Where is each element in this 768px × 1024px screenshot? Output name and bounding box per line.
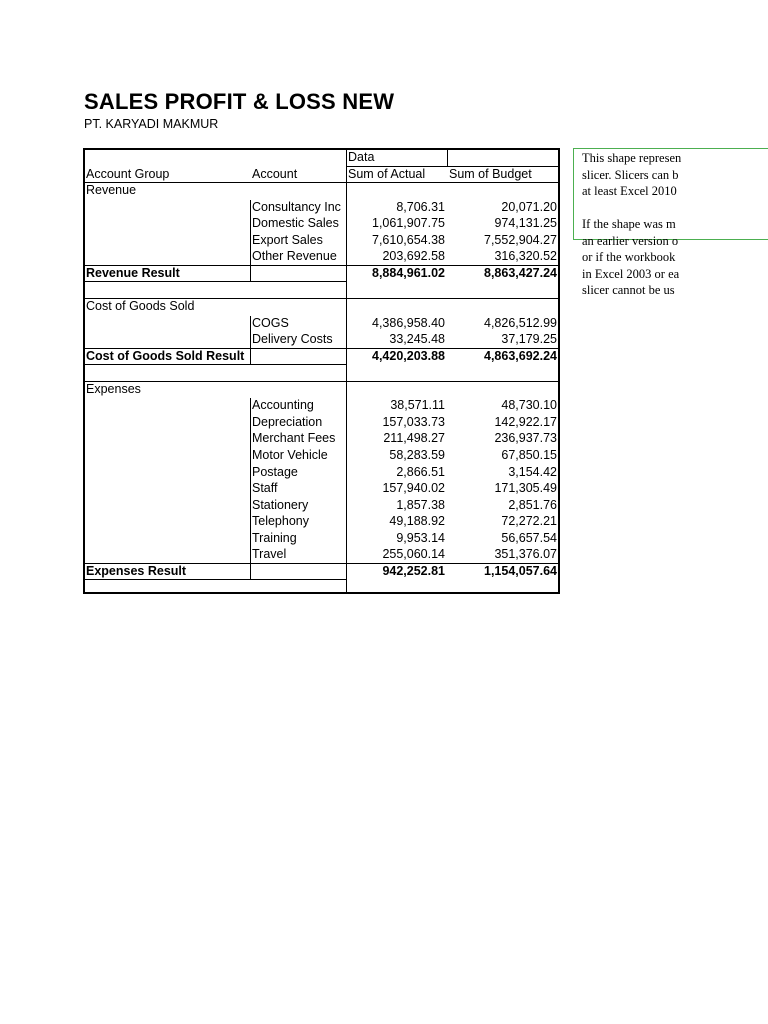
group-result-budget: 1,154,057.64 xyxy=(484,563,557,578)
budget-value: 56,657.54 xyxy=(501,530,557,545)
slicer-note-line: slicer cannot be us xyxy=(582,283,675,297)
actual-value: 49,188.92 xyxy=(389,514,445,529)
actual-value: 157,940.02 xyxy=(382,481,445,495)
group-name: Cost of Goods Sold xyxy=(86,299,195,313)
result-bottom-divider xyxy=(85,281,346,282)
budget-value: 72,272.21 xyxy=(501,514,557,529)
slicer-note-line: slicer. Slicers can b xyxy=(582,167,679,182)
budget-value: 171,305.49 xyxy=(494,481,557,495)
actual-value: 203,692.58 xyxy=(382,249,445,264)
slicer-note-line: This shape represen xyxy=(582,151,682,165)
result-bottom-divider xyxy=(85,364,346,365)
values-col-divider xyxy=(346,150,347,592)
slicer-note-line: in Excel 2003 or ea xyxy=(582,266,680,281)
group-result-actual: 4,420,203.88 xyxy=(372,348,445,363)
account-name: Motor Vehicle xyxy=(252,447,328,462)
actual-value: 38,571.11 xyxy=(390,398,445,413)
actual-value: 2,866.51 xyxy=(396,464,445,479)
account-name: Telephony xyxy=(252,514,309,529)
budget-value: 4,826,512.99 xyxy=(484,315,557,330)
group-result-budget: 4,863,692.24 xyxy=(484,348,557,363)
actual-value: 157,033.73 xyxy=(382,414,445,429)
actual-value: 58,283.59 xyxy=(389,447,445,462)
actual-value: 211,498.27 xyxy=(383,431,445,446)
actual-value: 8,706.31 xyxy=(396,199,445,214)
group-result-actual: 8,884,961.02 xyxy=(372,265,445,280)
group-result-label: Revenue Result xyxy=(86,265,180,280)
company-name: PT. KARYADI MAKMUR xyxy=(84,117,219,131)
actual-value: 255,060.14 xyxy=(382,547,445,562)
slicer-note-gap xyxy=(582,200,768,217)
slicer-note-line: at least Excel 2010 xyxy=(582,184,677,198)
group-col-divider xyxy=(250,200,251,266)
col-header-account: Account xyxy=(252,166,298,181)
account-name: Consultancy Inc xyxy=(252,199,341,214)
col-header-actual: Sum of Actual xyxy=(348,166,426,181)
account-name: Accounting xyxy=(252,398,314,413)
budget-value: 48,730.10 xyxy=(501,398,557,413)
account-name: Delivery Costs xyxy=(252,332,333,347)
slicer-placeholder-text xyxy=(582,150,768,299)
actual-value: 33,245.48 xyxy=(389,332,445,347)
account-name: Merchant Fees xyxy=(252,431,336,446)
budget-value: 142,922.17 xyxy=(494,414,557,429)
group-result-budget: 8,863,427.24 xyxy=(484,265,557,280)
actual-value: 1,061,907.75 xyxy=(372,216,445,231)
result-col-divider xyxy=(250,564,251,581)
group-name: Expenses xyxy=(86,381,141,396)
account-name: Other Revenue xyxy=(252,249,337,264)
account-name: Training xyxy=(252,530,297,545)
actual-value: 1,857.38 xyxy=(396,497,445,512)
budget-value: 2,851.76 xyxy=(508,497,557,512)
col-header-budget: Sum of Budget xyxy=(449,166,532,181)
budget-value: 351,376.07 xyxy=(494,547,557,562)
account-name: Stationery xyxy=(252,497,309,512)
account-name: Domestic Sales xyxy=(252,216,339,231)
account-name: Travel xyxy=(252,547,287,562)
budget-value: 3,154.42 xyxy=(508,464,557,479)
actual-value: 7,610,654.38 xyxy=(372,232,445,247)
header-data-label: Data xyxy=(348,150,375,164)
budget-value: 20,071.20 xyxy=(501,199,557,214)
account-name: Export Sales xyxy=(252,232,323,247)
slicer-note-line: or if the workbook xyxy=(582,250,676,264)
report-title: SALES PROFIT & LOSS NEW xyxy=(84,89,395,114)
account-name: Staff xyxy=(252,481,278,495)
budget-value: 7,552,904.27 xyxy=(484,232,557,247)
account-name: Depreciation xyxy=(252,414,323,429)
result-bottom-divider xyxy=(85,579,346,580)
group-result-label: Cost of Goods Sold Result xyxy=(86,348,245,363)
slicer-note-line: an earlier version o xyxy=(582,233,679,248)
actual-value: 9,953.14 xyxy=(396,530,445,545)
header-col-divider xyxy=(447,150,448,167)
budget-value: 67,850.15 xyxy=(501,447,557,462)
col-header-account-group: Account Group xyxy=(86,166,170,181)
account-name: Postage xyxy=(252,464,298,479)
budget-value: 236,937.73 xyxy=(494,431,557,446)
budget-value: 316,320.52 xyxy=(494,249,557,264)
pivot-table[interactable] xyxy=(83,148,560,594)
budget-value: 974,131.25 xyxy=(494,216,557,231)
group-col-divider xyxy=(250,398,251,564)
account-name: COGS xyxy=(252,315,289,330)
slicer-note-line: If the shape was m xyxy=(582,217,676,231)
actual-value: 4,386,958.40 xyxy=(372,315,445,330)
result-col-divider xyxy=(250,266,251,283)
group-result-actual: 942,252.81 xyxy=(382,563,445,578)
group-result-label: Expenses Result xyxy=(86,563,187,578)
result-col-divider xyxy=(250,349,251,366)
group-col-divider xyxy=(250,316,251,349)
group-name: Revenue xyxy=(86,183,137,198)
budget-value: 37,179.25 xyxy=(501,332,557,347)
